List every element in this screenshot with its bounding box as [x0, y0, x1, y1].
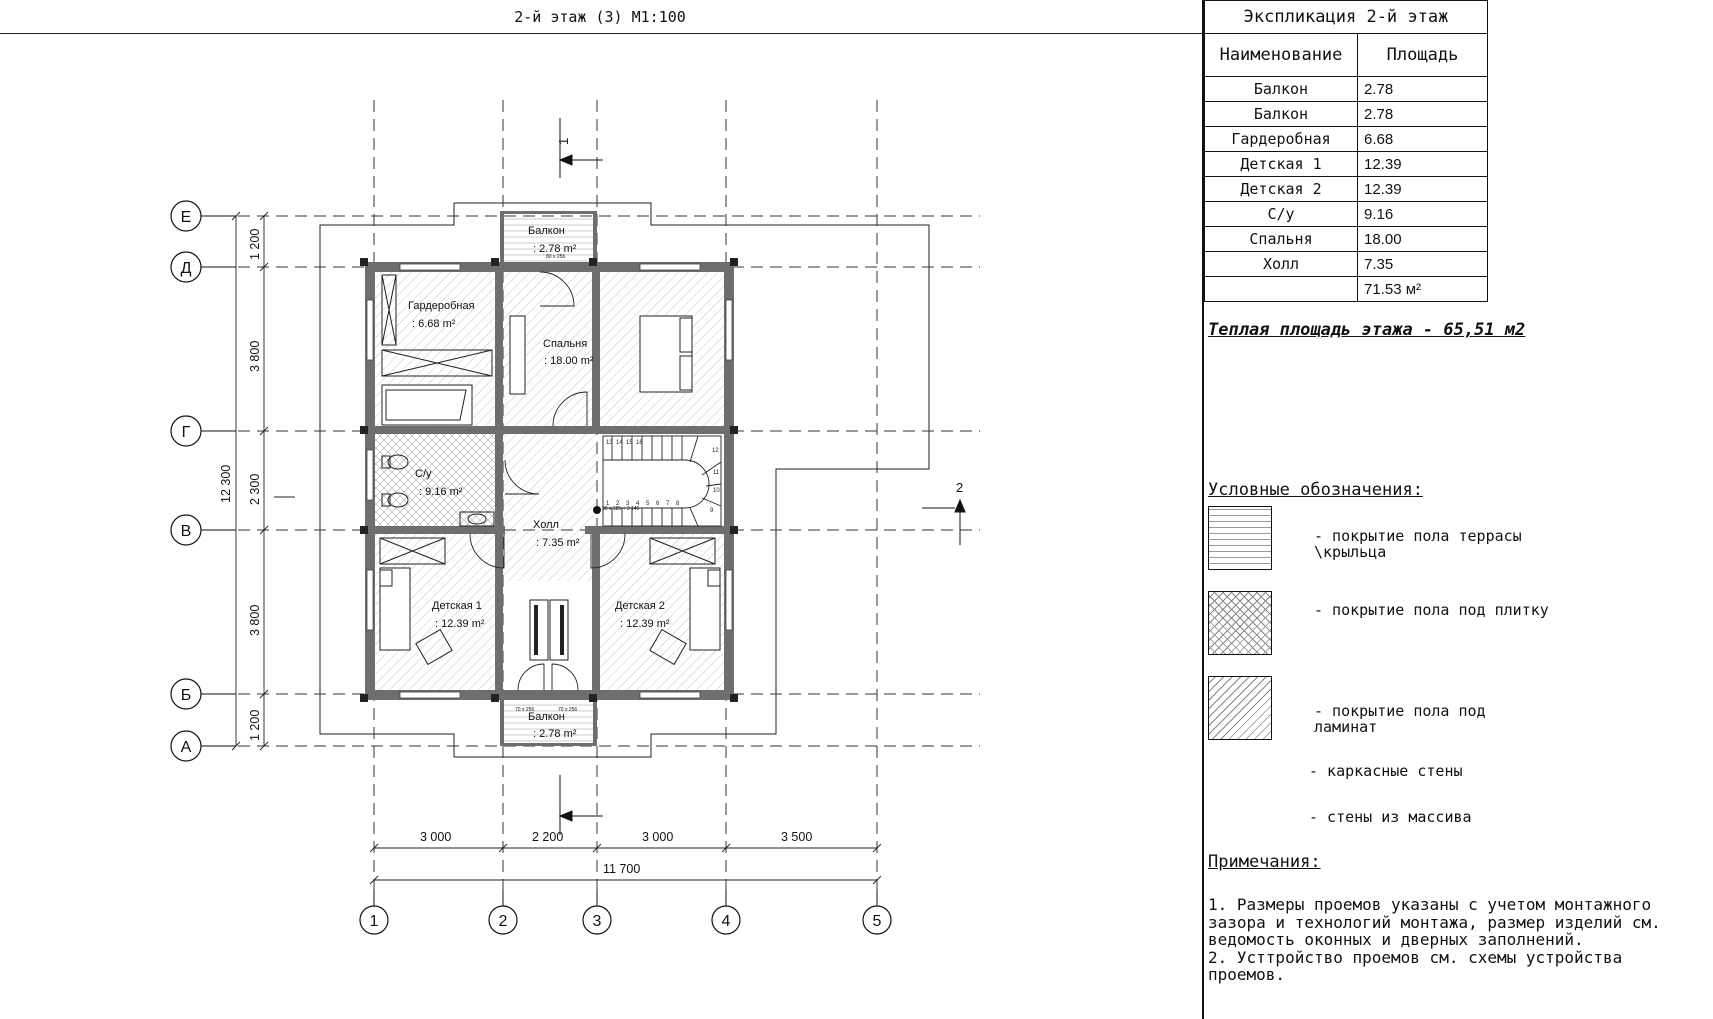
stair-step-number: 2 — [616, 501, 620, 507]
stair-step-number: 14 — [616, 440, 623, 446]
kids1-name: Детская 1 — [432, 600, 482, 612]
balcony-bottom-name: Балкон — [528, 711, 565, 723]
room-area-cell: 2.78 — [1358, 102, 1488, 127]
section-mark-2-label: 2 — [956, 480, 964, 495]
col-area-header: Площадь — [1358, 34, 1488, 77]
bathroom-name: С/у — [415, 468, 432, 480]
bedroom-area: : 18.00 m² — [544, 355, 594, 367]
total-area-cell: 71.53 м² — [1358, 277, 1488, 302]
room-area-cell: 12.39 — [1358, 152, 1488, 177]
col-name-header: Наименование — [1205, 34, 1358, 77]
legend-text-tile: - покрытие пола под плитку — [1314, 601, 1549, 619]
legend-text-solid-walls: - стены из массива — [1309, 808, 1472, 826]
explication-row — [1205, 227, 1488, 252]
room-area-cell: 6.68 — [1358, 127, 1488, 152]
dim-left-total: 12 300 — [219, 464, 233, 503]
room-area-cell: 2.78 — [1358, 77, 1488, 102]
stair-start-dot — [593, 506, 601, 514]
stair-step-number: 3 — [626, 501, 630, 507]
dim-left-2: 3 800 — [248, 340, 262, 372]
room-area-cell: 7.35 — [1358, 252, 1488, 277]
explication-rows — [1205, 77, 1488, 277]
dim-bottom-2: 2 200 — [532, 830, 564, 844]
stair-step-number: 12 — [712, 448, 719, 454]
axis-col-4: 4 — [721, 913, 731, 930]
room-name-cell: Детская 1 — [1205, 152, 1358, 177]
legend-text-frame-walls: - каркасные стены — [1309, 762, 1463, 780]
axis-row-a: А — [180, 739, 192, 756]
stair-step-number: 13 — [606, 440, 613, 446]
room-name-cell: Балкон — [1205, 77, 1358, 102]
room-area-cell: 12.39 — [1358, 177, 1488, 202]
hall-name: Холл — [533, 519, 559, 531]
dim-left-3: 2 300 — [248, 473, 262, 505]
explication-row — [1205, 152, 1488, 177]
stair-step-number: 7 — [666, 501, 670, 507]
legend-text-laminate: - покрытие пола под ламинат — [1314, 702, 1486, 736]
legend-swatch-terrace — [1208, 506, 1272, 570]
explication-row — [1205, 202, 1488, 227]
legend-swatch-laminate — [1208, 676, 1272, 740]
stair-step-number: 15 — [626, 440, 633, 446]
axis-col-1: 1 — [369, 913, 379, 930]
room-name-cell: Детская 2 — [1205, 177, 1358, 202]
kids2-area: : 12.39 m² — [620, 618, 670, 630]
room-name-cell: Холл — [1205, 252, 1358, 277]
stair-step-number: 16 — [636, 440, 643, 446]
room-area-cell: 18.00 — [1358, 227, 1488, 252]
legend-title: Условные обозначения: — [1208, 480, 1423, 500]
hall-area: : 7.35 m² — [536, 537, 580, 549]
note-2: 2. Усттройство проемов см. схемы устройства проемов. — [1208, 947, 1623, 984]
legend-text-terrace: - покрытие пола террасы \крыльца — [1314, 527, 1522, 561]
bathroom-area: : 9.16 m² — [419, 486, 463, 498]
dim-left-4: 3 800 — [248, 604, 262, 636]
room-name-cell: Балкон — [1205, 102, 1358, 127]
balcony-bottom-note1: 70 x 256 — [515, 707, 535, 713]
axis-col-5: 5 — [872, 913, 882, 930]
stair-step-number: 5 — [646, 501, 650, 507]
axis-row-e: Е — [180, 209, 192, 226]
explication-row — [1205, 77, 1488, 102]
explication-row — [1205, 102, 1488, 127]
total-name-cell — [1205, 277, 1358, 302]
axis-row-b: Б — [180, 687, 192, 704]
dim-left-1: 1 200 — [248, 228, 262, 260]
dim-bottom-1: 3 000 — [420, 830, 452, 844]
stair-step-number: 4 — [636, 501, 640, 507]
notes-body — [1208, 896, 1708, 984]
explication-row — [1205, 127, 1488, 152]
stair-step-number: 11 — [713, 470, 720, 476]
axis-col-3: 3 — [592, 913, 602, 930]
balcony-bottom-note2: 70 x 256 — [558, 707, 578, 713]
right-panel — [1204, 0, 1713, 1019]
warm-area-note: Теплая площадь этажа - 65,51 м2 — [1208, 320, 1526, 340]
room-name-cell: Спальня — [1205, 227, 1358, 252]
axis-row-d: Д — [180, 260, 192, 277]
room-name-cell: С/у — [1205, 202, 1358, 227]
kids1-area: : 12.39 m² — [435, 618, 485, 630]
explication-table — [1204, 0, 1488, 302]
stair-step-number: 1 — [606, 501, 610, 507]
balcony-top-name: Балкон — [528, 225, 565, 237]
dim-bottom-4: 3 500 — [781, 830, 813, 844]
balcony-bottom-area: : 2.78 m² — [533, 728, 577, 740]
balcony-top-area: : 2.78 m² — [533, 243, 577, 255]
stair — [603, 436, 721, 526]
wardrobe-name: Гардеробная — [408, 300, 475, 312]
room-name-cell: Гардеробная — [1205, 127, 1358, 152]
bedroom-name: Спальня — [543, 338, 588, 350]
explication-row — [1205, 252, 1488, 277]
stair-step-number: 10 — [713, 488, 720, 494]
section-mark-1-label: 1 — [556, 137, 571, 145]
axis-row-v: В — [180, 523, 192, 540]
axis-col-2: 2 — [498, 913, 508, 930]
note-1: 1. Размеры проемов указаны с учетом монтажного зазора и технологий монтажа, размер изделий см. ведомость оконных и дверных заполнений. — [1208, 895, 1661, 949]
hall-floor — [500, 431, 596, 581]
sheet-title: 2-й этаж (3) М1:100 — [514, 8, 686, 26]
hall-note: 90 x 185 + 3 145 — [602, 506, 640, 512]
dim-bottom-total: 11 700 — [603, 862, 641, 876]
kids2-name: Детская 2 — [615, 600, 665, 612]
legend-swatch-tile — [1208, 591, 1272, 655]
notes-title: Примечания: — [1208, 852, 1321, 872]
stair-step-number: 8 — [676, 501, 680, 507]
dim-bottom-3: 3 000 — [642, 830, 674, 844]
wardrobe-area: : 6.68 m² — [412, 318, 456, 330]
stair-step-number: 9 — [710, 508, 714, 514]
balcony-top-note: 80 x 256 — [546, 254, 566, 260]
explication-title: Экспликация 2-й этаж — [1205, 1, 1488, 34]
room-area-cell: 9.16 — [1358, 202, 1488, 227]
axis-row-g: Г — [181, 424, 191, 441]
stair-step-number: 6 — [656, 501, 660, 507]
explication-row — [1205, 177, 1488, 202]
dim-left-5: 1 200 — [248, 709, 262, 741]
